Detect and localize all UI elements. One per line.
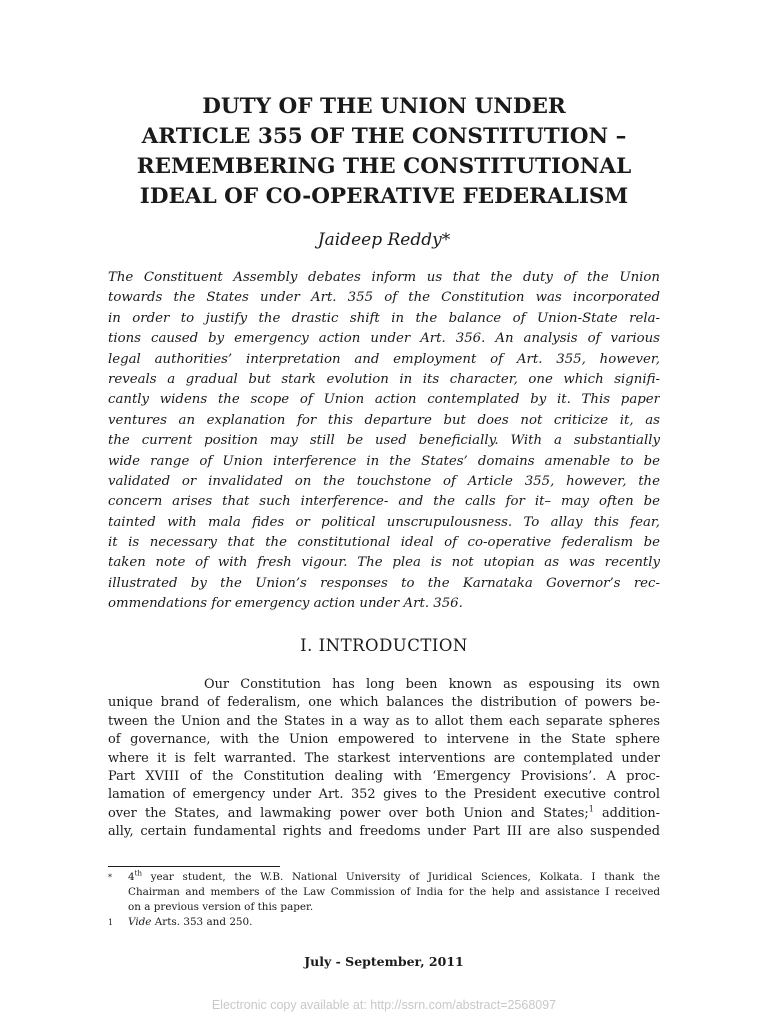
body-line-tail: addition-: [593, 805, 660, 821]
ordinal-number: 4: [128, 871, 135, 883]
title-line: DUTY OF THE UNION UNDER: [202, 94, 566, 119]
abstract-line: ventures an explanation for this departure but does not criticize it, as: [108, 412, 660, 428]
body-line: Part XVIII of the Constitution dealing with ‘Emergency Provisions’. A proc-: [108, 768, 660, 784]
footnote-mark: *: [108, 873, 112, 882]
body-line: tween the Union and the States in a way as to allot them each separate spheres: [108, 713, 660, 729]
issue-date: July - September, 2011: [304, 954, 464, 969]
body-line: ally, certain fundamental rights and freedoms under Part III are also suspended: [108, 824, 660, 840]
body-paragraph: [108, 676, 660, 842]
body-line: of governance, with the Union empowered to intervene in the State sphere: [108, 732, 660, 748]
body-line: unique brand of federalism, one which balances the distribution of powers be-: [108, 695, 660, 711]
abstract-line: in order to justify the drastic shift in the balance of Union-State rela-: [108, 310, 660, 326]
footnote-1: [108, 915, 660, 930]
abstract-line: The Constituent Assembly debates inform us that the duty of the Union: [108, 270, 660, 285]
footnote-ref[interactable]: 1: [588, 804, 594, 814]
abstract-line: concern arises that such interference- and the calls for it– may often be: [108, 494, 660, 510]
abstract-line: wide range of Union interference in the States’ domains amenable to be: [108, 453, 660, 469]
abstract-line: towards the States under Art. 355 of the Constitution was incorporated: [108, 290, 660, 306]
footnote-line: Chairman and members of the Law Commission of India for the help and assistance I received: [128, 886, 660, 898]
footnote-line: [128, 915, 660, 930]
abstract-line: the current position may still be used beneficially. With a substantially: [108, 433, 660, 449]
abstract-line: taken note of with fresh vigour. The plea is not utopian as was recently: [108, 555, 660, 571]
abstract-line: reveals a gradual but stark evolution in its character, one which signifi-: [108, 371, 660, 387]
body-line: lamation of emergency under Art. 352 gives to the President executive control: [108, 787, 660, 803]
ssrn-notice[interactable]: Electronic copy available at: http://ssrn.com/abstract=2568097: [211, 998, 557, 1012]
footnotes: [108, 870, 660, 930]
footnote-text: Arts. 353 and 250.: [151, 916, 253, 928]
section-heading: I. INTRODUCTION: [300, 636, 468, 655]
body-line-text: over the States, and lawmaking power over both Union and States;: [108, 805, 589, 821]
abstract-line: it is necessary that the constitutional ideal of co-operative federalism be: [108, 535, 660, 551]
abstract-line: cantly widens the scope of Union action contemplated by it. This paper: [108, 392, 660, 408]
footnote-text: year student, the W.B. National University of Juridical Sciences, Kolkata. I thank the: [141, 871, 660, 883]
body-line: Our Constitution has long been known as espousing its own: [204, 677, 660, 692]
ordinal-suffix: th: [134, 870, 142, 878]
abstract-line: tainted with mala fides or political unscrupulousness. To allay this fear,: [108, 514, 660, 530]
footnote-rule: [108, 866, 280, 867]
paper-title: [100, 92, 668, 212]
author-name: Jaideep Reddy*: [317, 230, 451, 250]
title-line: REMEMBERING THE CONSTITUTIONAL: [136, 154, 632, 179]
abstract-line: tions caused by emergency action under Art. 356. An analysis of various: [108, 331, 660, 347]
title-line: ARTICLE 355 OF THE CONSTITUTION –: [141, 124, 627, 149]
footnote-author: [108, 870, 660, 915]
abstract-line: legal authorities’ interpretation and employment of Art. 355, however,: [108, 351, 660, 367]
abstract-line: ommendations for emergency action under Art. 356.: [108, 596, 463, 612]
body-line: [108, 805, 660, 823]
abstract-line: validated or invalidated on the touchstone of Article 355, however, the: [108, 473, 660, 489]
body-line: where it is felt warranted. The starkest interventions are contemplated under: [108, 750, 660, 766]
footnote-vide: Vide: [128, 916, 152, 928]
abstract-line: illustrated by the Union’s responses to the Karnataka Governor’s rec-: [108, 575, 660, 591]
footnote-line: on a previous version of this paper.: [128, 901, 314, 913]
title-line: IDEAL OF CO-OPERATIVE FEDERALISM: [139, 184, 629, 209]
footnote-mark: 1: [108, 918, 114, 927]
footnote-line: [128, 870, 660, 885]
abstract: [108, 268, 660, 615]
